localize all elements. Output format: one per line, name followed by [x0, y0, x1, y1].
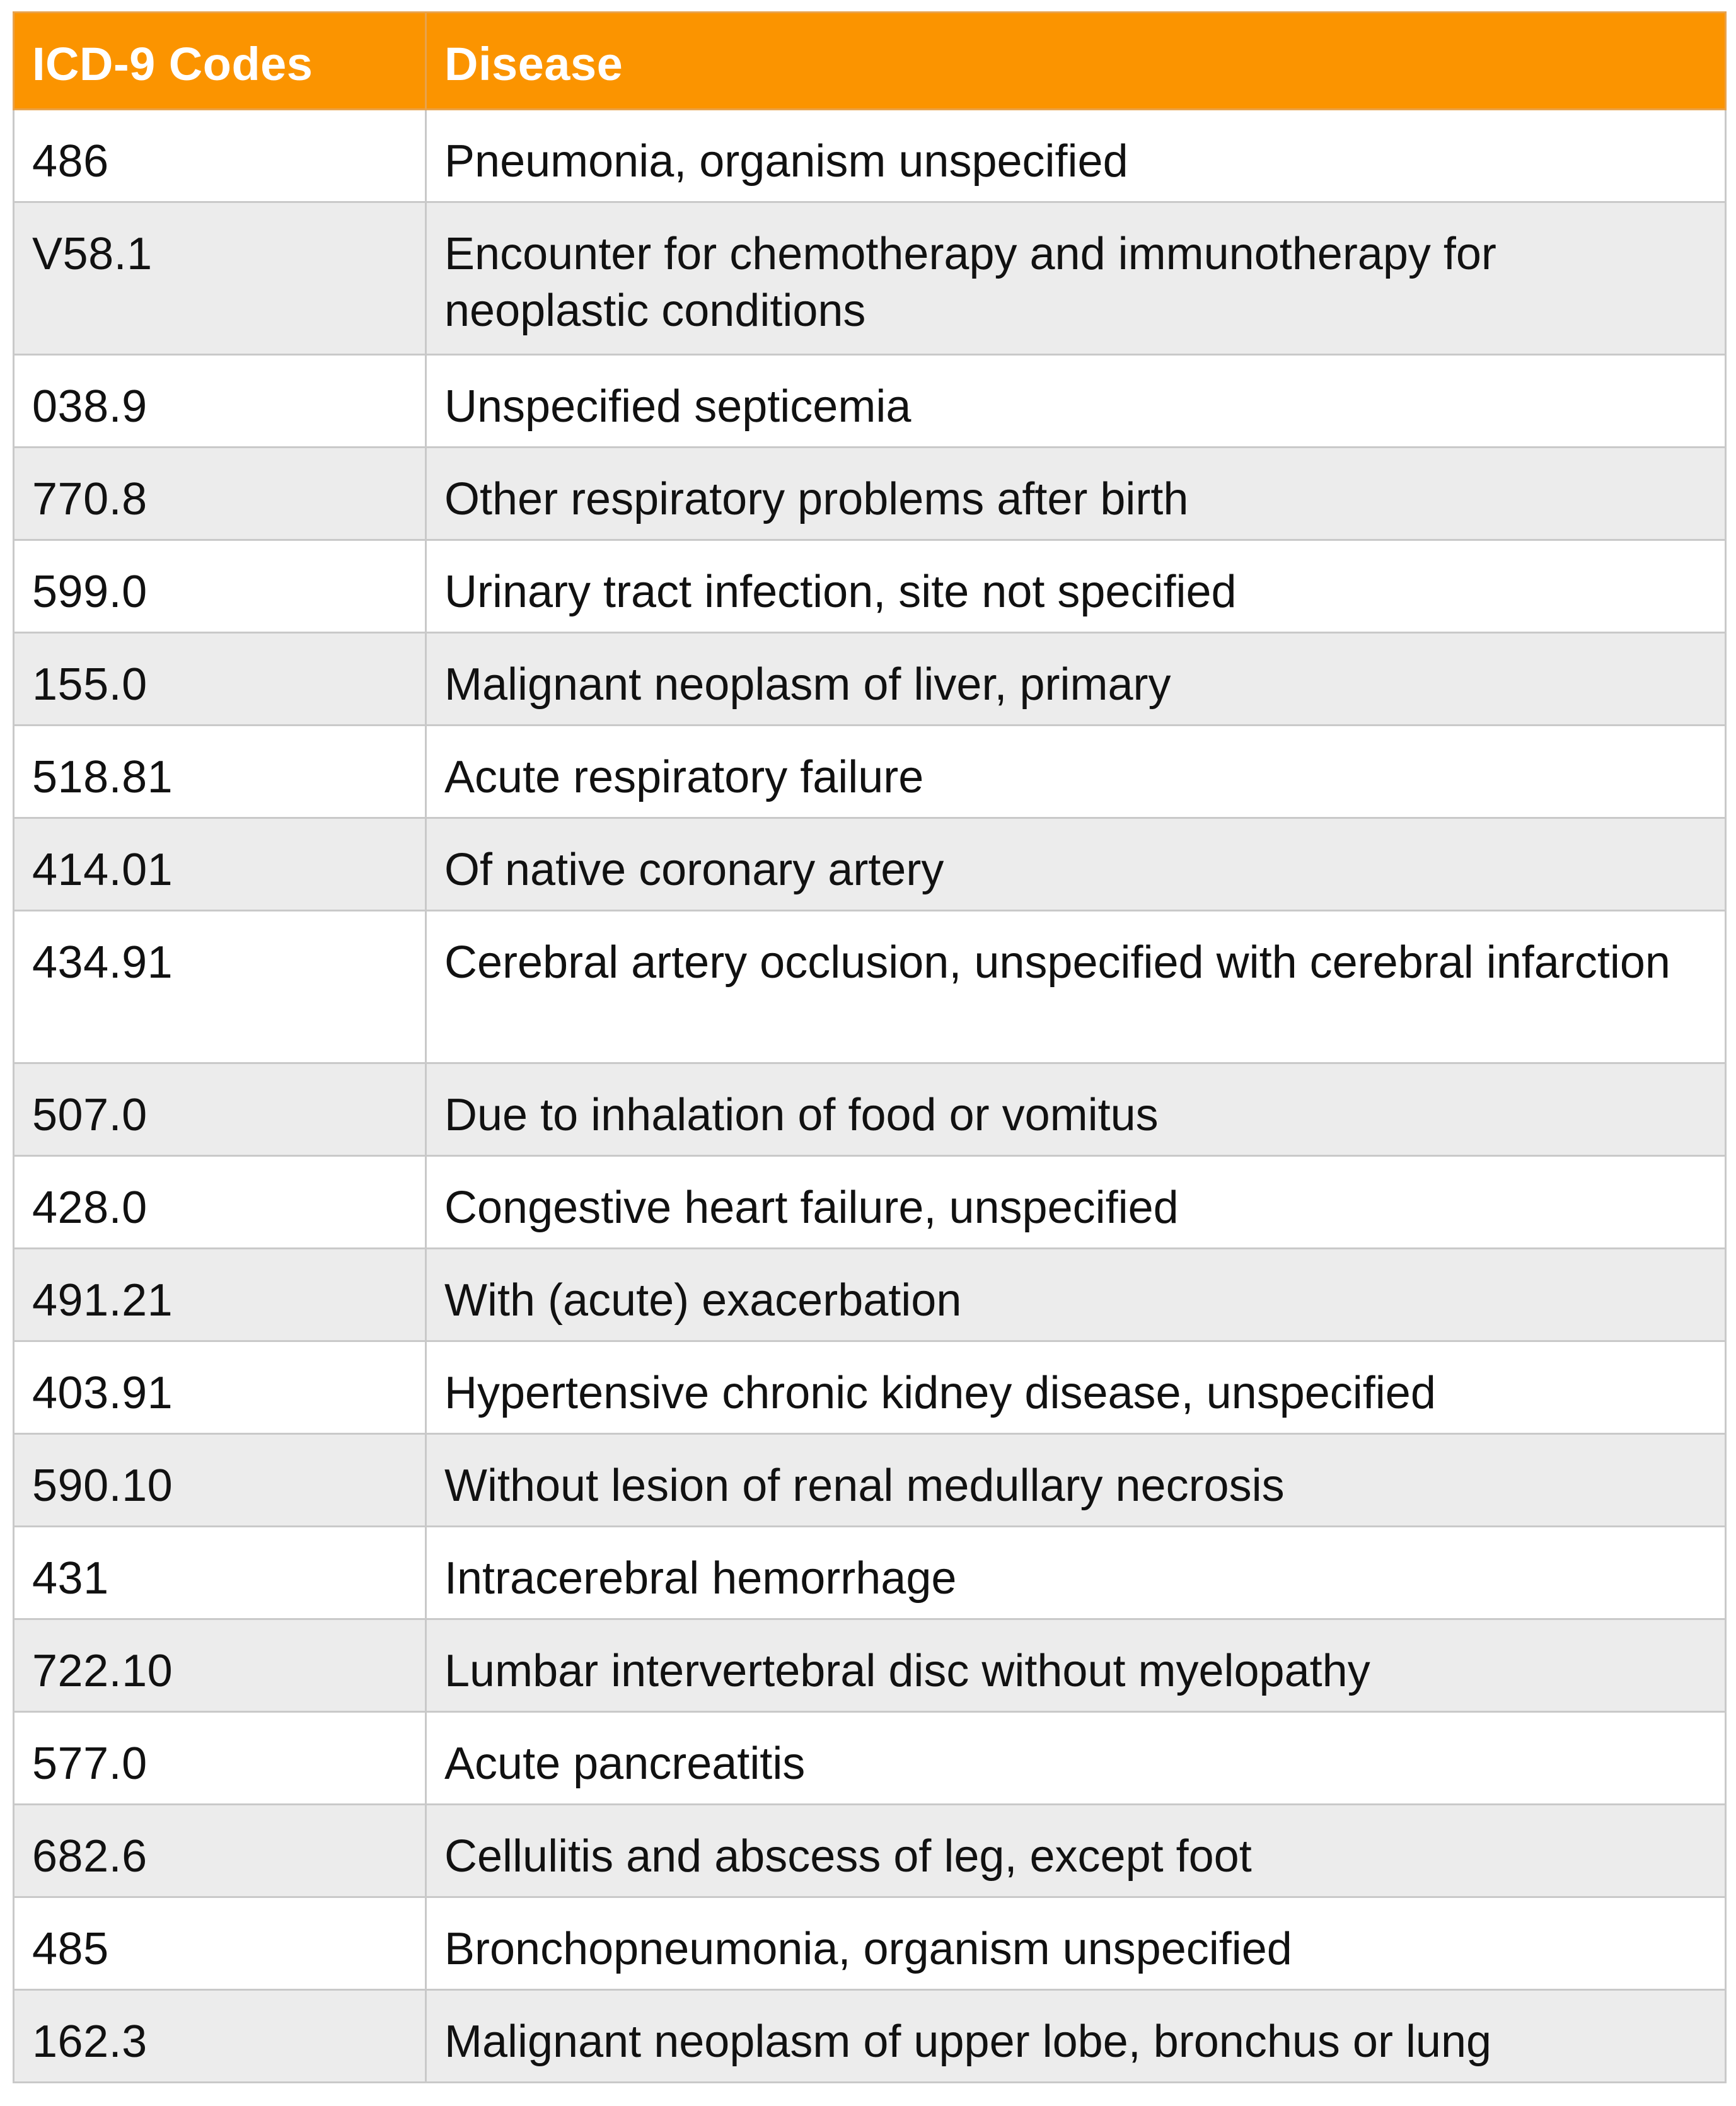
disease-cell: Congestive heart failure, unspecified — [426, 1156, 1726, 1249]
table-row — [14, 1619, 1726, 1712]
table-row — [14, 1712, 1726, 1805]
table-row — [14, 202, 1726, 355]
disease-cell: Urinary tract infection, site not specified — [426, 540, 1726, 633]
code-cell: 507.0 — [14, 1063, 426, 1156]
disease-cell: Malignant neoplasm of liver, primary — [426, 633, 1726, 726]
code-cell: 434.91 — [14, 911, 426, 1063]
disease-cell: Intracerebral hemorrhage — [426, 1527, 1726, 1619]
disease-cell: With (acute) exacerbation — [426, 1249, 1726, 1341]
disease-cell: Encounter for chemotherapy and immunotherapy for neoplastic conditions — [426, 202, 1726, 355]
code-cell: 682.6 — [14, 1805, 426, 1897]
column-header-disease: Disease — [426, 13, 1726, 110]
code-cell: 428.0 — [14, 1156, 426, 1249]
disease-cell: Unspecified septicemia — [426, 355, 1726, 448]
table-row — [14, 818, 1726, 911]
table-row — [14, 911, 1726, 1063]
table-row — [14, 1527, 1726, 1619]
column-header-code: ICD-9 Codes — [14, 13, 426, 110]
code-cell: 403.91 — [14, 1341, 426, 1434]
header-row — [14, 13, 1726, 110]
table-body — [14, 110, 1726, 2083]
table-row — [14, 448, 1726, 540]
disease-cell: Due to inhalation of food or vomitus — [426, 1063, 1726, 1156]
table-row — [14, 540, 1726, 633]
code-cell: 414.01 — [14, 818, 426, 911]
table-row — [14, 1990, 1726, 2083]
table-row — [14, 355, 1726, 448]
table-row — [14, 1434, 1726, 1527]
disease-cell: Malignant neoplasm of upper lobe, bronchus or lung — [426, 1990, 1726, 2083]
table-row — [14, 633, 1726, 726]
table-row — [14, 726, 1726, 818]
code-cell: 770.8 — [14, 448, 426, 540]
disease-cell: Cellulitis and abscess of leg, except foot — [426, 1805, 1726, 1897]
code-cell: 155.0 — [14, 633, 426, 726]
table-row — [14, 1249, 1726, 1341]
disease-cell: Without lesion of renal medullary necrosis — [426, 1434, 1726, 1527]
disease-cell: Cerebral artery occlusion, unspecified with cerebral infarction — [426, 911, 1726, 1063]
disease-cell: Of native coronary artery — [426, 818, 1726, 911]
table-row — [14, 1897, 1726, 1990]
table-row — [14, 110, 1726, 202]
disease-cell: Acute respiratory failure — [426, 726, 1726, 818]
code-cell: 038.9 — [14, 355, 426, 448]
code-cell: 162.3 — [14, 1990, 426, 2083]
disease-cell: Pneumonia, organism unspecified — [426, 110, 1726, 202]
code-cell: 590.10 — [14, 1434, 426, 1527]
code-cell: V58.1 — [14, 202, 426, 355]
icd9-disease-table — [13, 11, 1727, 2083]
code-cell: 722.10 — [14, 1619, 426, 1712]
table-row — [14, 1805, 1726, 1897]
disease-cell: Other respiratory problems after birth — [426, 448, 1726, 540]
table-row — [14, 1341, 1726, 1434]
disease-cell: Lumbar intervertebral disc without myelopathy — [426, 1619, 1726, 1712]
code-cell: 491.21 — [14, 1249, 426, 1341]
disease-cell: Bronchopneumonia, organism unspecified — [426, 1897, 1726, 1990]
code-cell: 599.0 — [14, 540, 426, 633]
table-row — [14, 1063, 1726, 1156]
table-row — [14, 1156, 1726, 1249]
code-cell: 518.81 — [14, 726, 426, 818]
table-header — [14, 13, 1726, 110]
icd9-table-container — [13, 11, 1725, 2083]
code-cell: 486 — [14, 110, 426, 202]
code-cell: 577.0 — [14, 1712, 426, 1805]
code-cell: 431 — [14, 1527, 426, 1619]
disease-cell: Acute pancreatitis — [426, 1712, 1726, 1805]
code-cell: 485 — [14, 1897, 426, 1990]
disease-cell: Hypertensive chronic kidney disease, unspecified — [426, 1341, 1726, 1434]
